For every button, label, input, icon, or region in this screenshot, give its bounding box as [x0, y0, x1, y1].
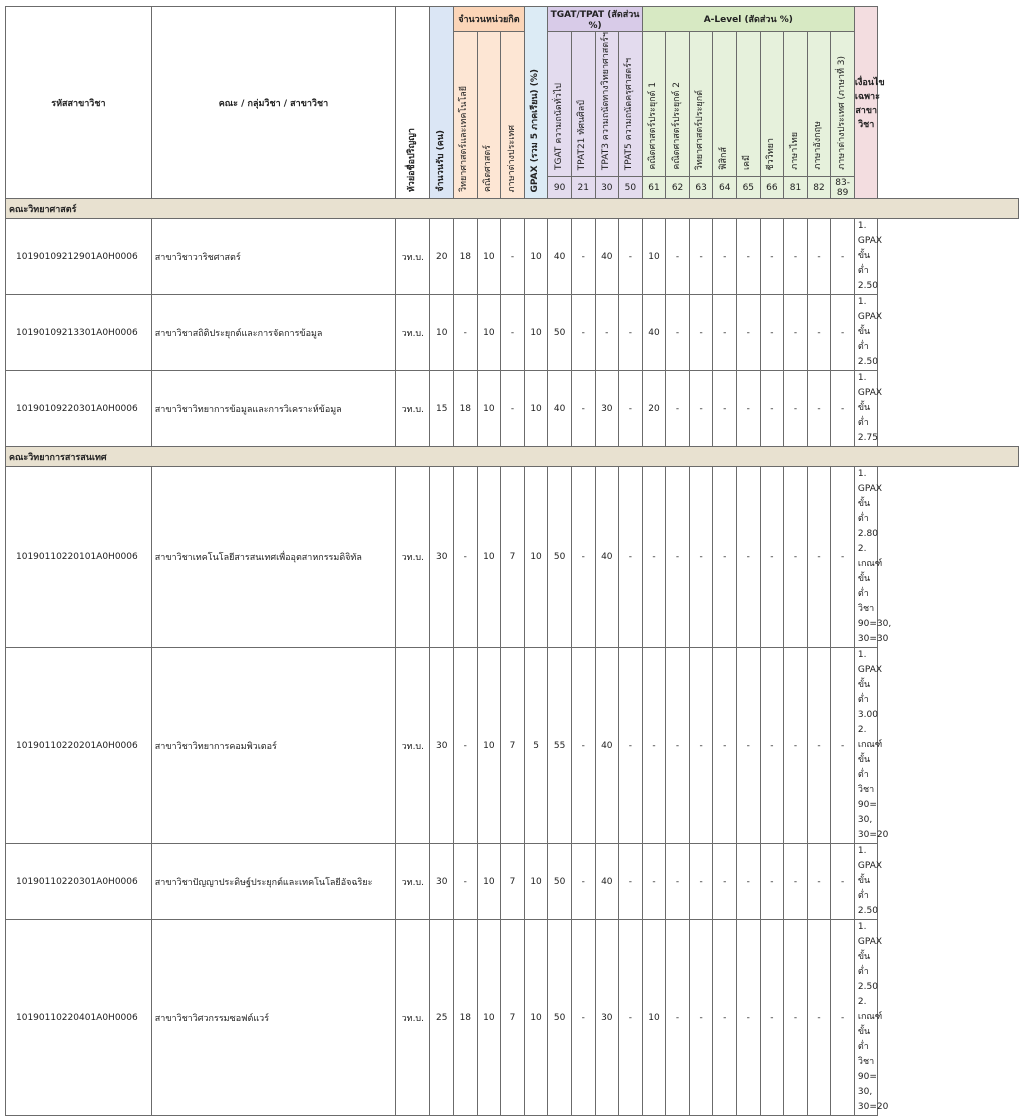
- header-tgat-code-3: 50: [619, 177, 643, 199]
- header-alevel-code-5: 66: [760, 177, 784, 199]
- alevel-value: -: [760, 295, 784, 371]
- conditions: [854, 920, 889, 1116]
- header-alevel-8: ภาษาต่างประเทศ (ภาษาที่ 3): [831, 32, 855, 177]
- alevel-value: -: [737, 371, 761, 447]
- degree-abbr: วท.บ.: [396, 844, 430, 920]
- tgat-value: 40: [548, 371, 572, 447]
- tgat-value: 50: [548, 467, 572, 648]
- alevel-value: -: [831, 920, 855, 1116]
- alevel-value: -: [642, 467, 666, 648]
- alevel-value: -: [831, 467, 855, 648]
- tgat-value: -: [571, 844, 595, 920]
- alevel-value: -: [666, 648, 690, 844]
- condition-line: 1. GPAX ขั้นต่ำ 3.00: [857, 650, 883, 721]
- alevel-value: -: [666, 295, 690, 371]
- alevel-value: -: [689, 467, 713, 648]
- tgat-value: 30: [595, 371, 619, 447]
- program-code: 10190110220301A0H0006: [6, 844, 152, 920]
- alevel-value: -: [713, 648, 737, 844]
- enroll-count: 30: [430, 467, 454, 648]
- section-title: คณะวิทยาการสารสนเทศ: [6, 447, 1019, 467]
- header-alevel-code-4: 65: [737, 177, 761, 199]
- alevel-value: -: [737, 467, 761, 648]
- degree-abbr: วท.บ.: [396, 219, 430, 295]
- unit-value: 10: [477, 648, 501, 844]
- tgat-value: 50: [548, 295, 572, 371]
- header-units-group: จำนวนหน่วยกิต: [454, 7, 525, 32]
- header-alevel-5: ชีววิทยา: [760, 32, 784, 177]
- tgat-value: -: [619, 844, 643, 920]
- gpax-value: 10: [524, 219, 548, 295]
- program-code: 10190110220101A0H0006: [6, 467, 152, 648]
- alevel-value: -: [807, 648, 831, 844]
- alevel-value: -: [807, 295, 831, 371]
- alevel-value: -: [831, 219, 855, 295]
- program-name: สาขาวิชาปัญญาประดิษฐ์ประยุกต์และเทคโนโลยีอัจฉริยะ: [151, 844, 395, 920]
- unit-value: -: [454, 844, 478, 920]
- header-tgat-1: TPAT21 ทัศนศิลป์: [571, 32, 595, 177]
- section-row: [6, 199, 1019, 219]
- conditions: [854, 219, 883, 295]
- conditions: [854, 467, 892, 648]
- condition-line: 1. GPAX ขั้นต่ำ 2.50: [857, 846, 883, 917]
- tgat-value: 40: [548, 219, 572, 295]
- degree-abbr: วท.บ.: [396, 371, 430, 447]
- unit-value: -: [501, 371, 525, 447]
- condition-line: 1. GPAX ขั้นต่ำ 2.80: [857, 469, 883, 540]
- alevel-value: -: [713, 920, 737, 1116]
- tgat-value: 40: [595, 467, 619, 648]
- tgat-value: -: [595, 295, 619, 371]
- header-alevel-3: ฟิสิกส์: [713, 32, 737, 177]
- header-degree: หัวย่อชื่อปริญญา: [396, 7, 430, 199]
- degree-abbr: วท.บ.: [396, 920, 430, 1116]
- alevel-value: -: [713, 295, 737, 371]
- header-alevel-code-8: 83-89: [831, 177, 855, 199]
- tgat-value: 40: [595, 648, 619, 844]
- unit-value: 7: [501, 648, 525, 844]
- header-alevel-7: ภาษาอังกฤษ: [807, 32, 831, 177]
- unit-value: 10: [477, 371, 501, 447]
- unit-value: 18: [454, 920, 478, 1116]
- condition-line: 1. GPAX ขั้นต่ำ 2.50: [857, 922, 883, 993]
- tgat-value: -: [571, 920, 595, 1116]
- program-name: สาขาวิชาวิทยาการข้อมูลและการวิเคราะห์ข้อมูล: [151, 371, 395, 447]
- alevel-value: -: [737, 219, 761, 295]
- enroll-count: 10: [430, 295, 454, 371]
- alevel-value: -: [689, 648, 713, 844]
- condition-line: 2. เกณฑ์ขั้นต่ำวิชา 90=: [857, 725, 883, 811]
- conditions: [854, 371, 883, 447]
- enroll-count: 20: [430, 219, 454, 295]
- alevel-value: -: [666, 371, 690, 447]
- unit-value: 7: [501, 844, 525, 920]
- alevel-value: -: [760, 219, 784, 295]
- alevel-value: -: [737, 844, 761, 920]
- table-row: [6, 295, 1019, 371]
- alevel-value: -: [784, 920, 808, 1116]
- tgat-value: -: [571, 371, 595, 447]
- header-alevel-1: คณิตศาสตร์ประยุกต์ 2: [666, 32, 690, 177]
- tgat-value: 55: [548, 648, 572, 844]
- alevel-value: -: [666, 219, 690, 295]
- header-alevel-code-2: 63: [689, 177, 713, 199]
- program-code: 10190109220301A0H0006: [6, 371, 152, 447]
- alevel-value: -: [760, 371, 784, 447]
- gpax-value: 10: [524, 467, 548, 648]
- header-tgat-code-0: 90: [548, 177, 572, 199]
- alevel-value: -: [784, 844, 808, 920]
- gpax-value: 10: [524, 295, 548, 371]
- header-tgat-2: TPAT3 ความถนัดทางวิทยาศาสตร์ฯ: [595, 32, 619, 177]
- enroll-count: 30: [430, 844, 454, 920]
- alevel-value: 10: [642, 219, 666, 295]
- program-name: สาขาวิชาวาริชศาสตร์: [151, 219, 395, 295]
- unit-value: -: [454, 648, 478, 844]
- tgat-value: -: [571, 295, 595, 371]
- conditions: [854, 648, 889, 844]
- alevel-value: -: [831, 844, 855, 920]
- alevel-value: -: [760, 844, 784, 920]
- header-alevel-0: คณิตศาสตร์ประยุกต์ 1: [642, 32, 666, 177]
- alevel-value: -: [760, 920, 784, 1116]
- gpax-value: 10: [524, 844, 548, 920]
- alevel-value: -: [831, 295, 855, 371]
- alevel-value: -: [760, 648, 784, 844]
- condition-line: 1. GPAX ขั้นต่ำ 2.50: [857, 297, 883, 368]
- alevel-value: -: [760, 467, 784, 648]
- alevel-value: -: [784, 648, 808, 844]
- header-unit-lang: ภาษาต่างประเทศ: [501, 32, 525, 199]
- gpax-value: 10: [524, 920, 548, 1116]
- tgat-value: 30: [595, 920, 619, 1116]
- condition-line: 90=30, 30=30: [857, 619, 892, 645]
- alevel-value: -: [807, 219, 831, 295]
- alevel-value: -: [713, 467, 737, 648]
- header-enroll: จำนวนรับ (คน): [430, 7, 454, 199]
- tgat-value: -: [619, 219, 643, 295]
- section-title: คณะวิทยาศาสตร์: [6, 199, 1019, 219]
- tgat-value: -: [619, 371, 643, 447]
- alevel-value: -: [642, 844, 666, 920]
- unit-value: -: [501, 219, 525, 295]
- condition-line: 30, 30=20: [857, 815, 889, 841]
- unit-value: 18: [454, 219, 478, 295]
- unit-value: 7: [501, 920, 525, 1116]
- alevel-value: -: [784, 467, 808, 648]
- alevel-value: -: [807, 371, 831, 447]
- section-row: [6, 447, 1019, 467]
- header-alevel-4: เคมี: [737, 32, 761, 177]
- program-code: 10190110220201A0H0006: [6, 648, 152, 844]
- alevel-value: -: [713, 844, 737, 920]
- header-alevel-code-7: 82: [807, 177, 831, 199]
- unit-value: 10: [477, 219, 501, 295]
- table-row: [6, 467, 1019, 648]
- alevel-value: -: [666, 467, 690, 648]
- program-code: 10190110220401A0H0006: [6, 920, 152, 1116]
- table-row: [6, 920, 1019, 1116]
- program-name: สาขาวิชาวิศวกรรมซอฟต์แวร์: [151, 920, 395, 1116]
- alevel-value: -: [689, 920, 713, 1116]
- alevel-value: 20: [642, 371, 666, 447]
- alevel-value: -: [784, 219, 808, 295]
- alevel-value: -: [642, 648, 666, 844]
- unit-value: 10: [477, 467, 501, 648]
- enroll-count: 25: [430, 920, 454, 1116]
- alevel-value: -: [689, 371, 713, 447]
- alevel-value: -: [807, 467, 831, 648]
- table-row: [6, 371, 1019, 447]
- alevel-value: 10: [642, 920, 666, 1116]
- unit-value: 7: [501, 467, 525, 648]
- program-name: สาขาวิชาวิทยาการคอมพิวเตอร์: [151, 648, 395, 844]
- alevel-value: -: [713, 371, 737, 447]
- table-row: [6, 219, 1019, 295]
- conditions: [854, 844, 883, 920]
- header-conditions: เงื่อนไขเฉพาะสาขาวิชา: [854, 7, 878, 199]
- header-tgat-3: TPAT5 ความถนัดครุศาสตร์ฯ: [619, 32, 643, 177]
- conditions: [854, 295, 883, 371]
- alevel-value: -: [689, 219, 713, 295]
- alevel-value: -: [666, 844, 690, 920]
- header-unit-math: คณิตศาสตร์: [477, 32, 501, 199]
- header-faculty: คณะ / กลุ่มวิชา / สาขาวิชา: [151, 7, 395, 199]
- header-tgat-code-1: 21: [571, 177, 595, 199]
- program-code: 10190109213301A0H0006: [6, 295, 152, 371]
- alevel-value: -: [737, 920, 761, 1116]
- unit-value: -: [501, 295, 525, 371]
- header-tgat-0: TGAT ความถนัดทั่วไป: [548, 32, 572, 177]
- table-row: [6, 648, 1019, 844]
- tgat-value: -: [619, 648, 643, 844]
- gpax-value: 5: [524, 648, 548, 844]
- tgat-value: 50: [548, 844, 572, 920]
- header-alevel-code-1: 62: [666, 177, 690, 199]
- tgat-value: 40: [595, 844, 619, 920]
- enroll-count: 15: [430, 371, 454, 447]
- unit-value: 10: [477, 844, 501, 920]
- tgat-value: -: [571, 219, 595, 295]
- alevel-value: -: [831, 648, 855, 844]
- condition-line: 2. เกณฑ์ขั้นต่ำวิชา: [857, 544, 883, 615]
- unit-value: 18: [454, 371, 478, 447]
- alevel-value: -: [784, 371, 808, 447]
- alevel-value: -: [807, 844, 831, 920]
- tgat-value: -: [619, 467, 643, 648]
- alevel-value: -: [666, 920, 690, 1116]
- header-code: รหัสสาขาวิชา: [6, 7, 152, 199]
- alevel-value: -: [807, 920, 831, 1116]
- unit-value: -: [454, 295, 478, 371]
- unit-value: 10: [477, 920, 501, 1116]
- degree-abbr: วท.บ.: [396, 467, 430, 648]
- tgat-value: -: [571, 648, 595, 844]
- admission-table: [5, 6, 1019, 1116]
- tgat-value: 50: [548, 920, 572, 1116]
- table-body: [6, 199, 1019, 1116]
- header-gpax: GPAX (รวม 5 ภาคเรียน) (%): [524, 7, 548, 199]
- condition-line: 30, 30=20: [857, 1087, 889, 1113]
- enroll-count: 30: [430, 648, 454, 844]
- alevel-value: -: [689, 295, 713, 371]
- program-code: 10190109212901A0H0006: [6, 219, 152, 295]
- condition-line: 1. GPAX ขั้นต่ำ 2.75: [857, 373, 883, 444]
- header-alevel-code-0: 61: [642, 177, 666, 199]
- alevel-value: -: [737, 295, 761, 371]
- unit-value: -: [454, 467, 478, 648]
- header-alevel-group: A-Level (สัดส่วน %): [642, 7, 854, 32]
- program-name: สาขาวิชาสถิติประยุกต์และการจัดการข้อมูล: [151, 295, 395, 371]
- header-tgat-group: TGAT/TPAT (สัดส่วน %): [548, 7, 642, 32]
- header-tgat-code-2: 30: [595, 177, 619, 199]
- header-unit-sci: วิทยาศาสตร์และเทคโนโลยี: [454, 32, 478, 199]
- tgat-value: -: [619, 920, 643, 1116]
- alevel-value: -: [689, 844, 713, 920]
- header-alevel-2: วิทยาศาสตร์ประยุกต์: [689, 32, 713, 177]
- tgat-value: -: [571, 467, 595, 648]
- unit-value: 10: [477, 295, 501, 371]
- degree-abbr: วท.บ.: [396, 295, 430, 371]
- alevel-value: 40: [642, 295, 666, 371]
- alevel-value: -: [784, 295, 808, 371]
- tgat-value: 40: [595, 219, 619, 295]
- tgat-value: -: [619, 295, 643, 371]
- header-alevel-code-6: 81: [784, 177, 808, 199]
- header-alevel-code-3: 64: [713, 177, 737, 199]
- degree-abbr: วท.บ.: [396, 648, 430, 844]
- alevel-value: -: [831, 371, 855, 447]
- table-row: [6, 844, 1019, 920]
- gpax-value: 10: [524, 371, 548, 447]
- alevel-value: -: [737, 648, 761, 844]
- condition-line: 2. เกณฑ์ขั้นต่ำวิชา 90=: [857, 997, 883, 1083]
- condition-line: 1. GPAX ขั้นต่ำ 2.50: [857, 221, 883, 292]
- program-name: สาขาวิชาเทคโนโลยีสารสนเทศเพื่ออุตสาหกรรมดิจิทัล: [151, 467, 395, 648]
- alevel-value: -: [713, 219, 737, 295]
- header-alevel-6: ภาษาไทย: [784, 32, 808, 177]
